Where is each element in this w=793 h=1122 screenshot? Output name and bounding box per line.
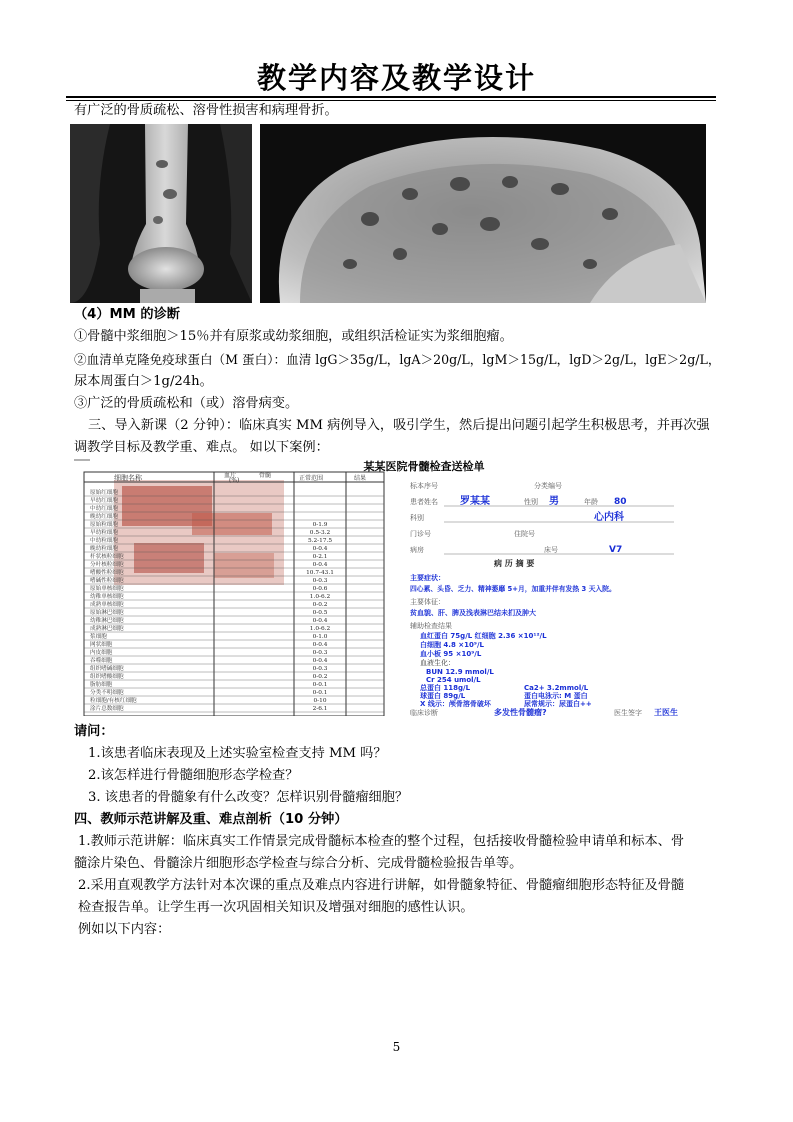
- section4-p2b: 检查报告单。让学生再一次巩固相关知识及增强对细胞的感性认识。: [78, 900, 474, 915]
- range-value: 0-1.9: [312, 522, 328, 528]
- cell-row-label: 嗜酸性粒细胞: [90, 570, 124, 576]
- range-value: 0-0.3: [312, 666, 328, 672]
- cell-row-label: 晚幼红细胞: [90, 514, 118, 520]
- cell-row-label: 早幼红细胞: [90, 498, 118, 504]
- label-age: 年龄: [584, 498, 598, 506]
- range-value: 1.0-6.2: [309, 626, 331, 632]
- label-bed: 床号: [544, 546, 558, 554]
- hw-hb: 血红蛋白 75g/L 红细胞 2.36 ×10¹²/L: [420, 632, 547, 640]
- diagnosis-item-2b: 尿本周蛋白＞1g/24h。: [74, 374, 213, 389]
- question-1: 1.该患者临床表现及上述实验室检查支持 MM 吗？: [88, 746, 387, 761]
- cell-row-label: 原始单核细胞: [90, 586, 124, 592]
- th-percent: (%): [229, 477, 240, 484]
- cell-row-label: 浆细胞: [90, 634, 107, 640]
- label-signs: 主要体征：: [410, 598, 445, 606]
- cell-row-label: 杆状核粒细胞: [90, 554, 124, 560]
- range-value: 0-0.1: [312, 690, 328, 696]
- range-value: 0-0.4: [312, 642, 328, 648]
- range-value: 0-0.2: [312, 674, 328, 680]
- range-value: 0-0.4: [312, 546, 328, 552]
- hw-signs: 贫血貌、肝、脾及浅表淋巴结未扪及肿大: [410, 609, 536, 617]
- label-ward: 病房: [410, 546, 424, 554]
- range-value: 0-1.0: [312, 634, 328, 640]
- range-value: 0-0.4: [312, 562, 328, 568]
- cell-row-label: 分类不明细胞: [90, 690, 124, 696]
- cell-row-label: 中幼红细胞: [90, 506, 118, 512]
- label-history: 病 历 摘 要: [494, 558, 535, 568]
- hw-urine: 尿常规示：尿蛋白++: [524, 700, 592, 708]
- section3-line2: 调教学目标及教学重、难点。 如以下案例：: [74, 440, 329, 455]
- hw-bun: BUN 12.9 mmol/L: [426, 668, 494, 676]
- cell-row-label: 组织嗜酸细胞: [90, 674, 124, 680]
- cell-row-label: 幼稚单核细胞: [90, 594, 124, 600]
- section4-p2a: 2.采用直观教学方法针对本次课的重点及难点内容进行讲解，如骨髓象特征、骨髓瘤细胞形态特征及骨髓: [78, 878, 685, 893]
- hw-biochem: 血液生化：: [420, 659, 455, 667]
- label-dept: 科别: [410, 514, 424, 522]
- th-blood: 血片: [224, 472, 237, 479]
- diagnosis-item-1: ①骨髓中浆细胞＞15％并有原浆或幼浆细胞，或组织活检证实为浆细胞瘤。: [74, 329, 513, 344]
- range-value: 0-0.5: [312, 610, 328, 616]
- leg-xray-drawing: [70, 124, 252, 303]
- diagnosis-heading: （4）MM 的诊断: [74, 307, 180, 322]
- hw-bed: V7: [609, 545, 623, 555]
- label-chief: 主要症状：: [410, 574, 445, 582]
- range-value: 0.5-3.2: [309, 530, 331, 536]
- cell-row-label: 幼稚淋巴细胞: [90, 618, 124, 624]
- range-value: 5.2-17.5: [307, 538, 333, 544]
- range-value: 0-2.1: [312, 554, 328, 560]
- cell-row-label: 脂肪细胞: [90, 682, 113, 688]
- leg-xray-image: [70, 124, 252, 303]
- bone-marrow-report: [74, 458, 710, 716]
- cell-row-label: 原始淋巴细胞: [90, 610, 124, 616]
- hw-plt: 血小板 95 ×10⁹/L: [420, 650, 482, 658]
- cell-row-label: 嗜碱性粒细胞: [90, 578, 124, 584]
- diagnosis-item-2a: ②血清单克隆免疫球蛋白（M 蛋白）：血清 lgG＞35g/L，lgA＞20g/L，lgM＞15g/L，lgD＞2g/L，lgE＞2g/L，: [74, 352, 721, 367]
- hw-name: 罗某某: [460, 496, 490, 507]
- range-value: 10.7-43.1: [306, 570, 334, 576]
- cell-row-label: 网状细胞: [90, 642, 113, 648]
- hw-dx: 多发性骨髓瘤?: [494, 708, 547, 716]
- hw-gender: 男: [549, 496, 559, 507]
- section4-heading: 四、教师示范讲解及重、难点剖析（10 分钟）: [74, 812, 348, 827]
- cell-row-label: 原始红细胞: [90, 490, 118, 496]
- cell-row-label: 涂片总数细胞: [90, 706, 124, 712]
- range-value: 0-0.3: [312, 650, 328, 656]
- cell-row-label: 晚幼粒细胞: [90, 546, 118, 552]
- hw-age: 80: [614, 497, 627, 507]
- range-value: 0-10: [313, 698, 327, 704]
- th-range: 正常范围: [299, 475, 324, 482]
- hw-ca: Ca2+ 3.2mmol/L: [524, 684, 589, 692]
- hw-xray: X 线示：颅骨溶骨破坏: [420, 700, 491, 708]
- cell-row-label: 吞噬细胞: [90, 658, 113, 664]
- cell-row-label: 早幼粒细胞: [90, 530, 118, 536]
- label-number: 标本序号: [410, 482, 438, 490]
- th-result: 结果: [354, 475, 367, 482]
- request-form: [410, 481, 678, 716]
- cell-row-label: 成熟单核细胞: [90, 602, 124, 608]
- th-marrow: 骨髓: [259, 472, 272, 479]
- cell-row-label: 分叶核粒细胞: [90, 562, 124, 568]
- questions-heading: 请问：: [74, 724, 114, 739]
- range-value: 1.0-6.2: [309, 594, 331, 600]
- cell-row-label: 中幼粒细胞: [90, 538, 118, 544]
- cell-row-label: 组织嗜碱细胞: [90, 666, 124, 672]
- range-value: 0-0.3: [312, 578, 328, 584]
- range-value: 0-0.2: [312, 602, 328, 608]
- hw-tp: 总蛋白 118g/L: [420, 684, 471, 692]
- question-2: 2.该怎样进行骨髓细胞形态学检查？: [88, 768, 299, 783]
- range-value: 0-0.4: [312, 618, 328, 624]
- cell-row-label: 粒细胞/有核红细胞: [90, 698, 137, 704]
- cell-row-label: 原始粒细胞: [90, 522, 118, 528]
- cell-row-label: 成熟淋巴细胞: [90, 626, 124, 632]
- label-name: 患者姓名: [410, 498, 438, 506]
- question-3: 3. 该患者的骨髓象有什么改变？怎样识别骨髓瘤细胞？: [88, 790, 409, 805]
- hw-wbc: 白细胞 4.8 ×10⁹/L: [420, 641, 484, 649]
- hw-spe: 蛋白电泳示: M 蛋白: [524, 692, 588, 700]
- section3-line1: 三、导入新课（2 分钟）：临床真实 MM 病例导入，吸引学生，然后提出问题引起学生积极思考，并再次强: [88, 418, 710, 433]
- page-title: 教学内容及教学设计: [256, 61, 536, 95]
- page-number: 5: [392, 1040, 401, 1054]
- label-diagnosis: 临床诊断: [410, 709, 438, 716]
- label-lab: 辅助检查结果: [410, 622, 452, 630]
- skull-xray-image: [260, 124, 706, 303]
- report-title: 某某医院骨髓检查送检单: [363, 460, 485, 473]
- hw-cr: Cr 254 umol/L: [426, 676, 481, 684]
- range-value: 0-0.4: [312, 658, 328, 664]
- hw-chief: 四心累、头昏、乏力、精神萎靡 5+月，加重并伴有发热 3 天入院。: [410, 585, 616, 593]
- range-value: 0-0.6: [312, 586, 328, 592]
- label-admission: 住院号: [514, 530, 535, 538]
- skull-xray-drawing: [260, 124, 706, 303]
- hw-dept: 心内科: [594, 512, 624, 523]
- label-doctor: 医生签字: [614, 709, 642, 716]
- hw-doctor: 王医生: [654, 708, 678, 716]
- th-cell-name: 细胞名称: [114, 474, 142, 482]
- report-drawing: [74, 458, 710, 716]
- section4-p1b: 髓涂片染色、骨髓涂片细胞形态学检查与综合分析、完成骨髓检验报告单等。: [74, 856, 523, 871]
- section4-p3: 例如以下内容：: [78, 922, 171, 937]
- intro-line: 有广泛的骨质疏松、溶骨性损害和病理骨折。: [74, 103, 338, 118]
- cell-row-label: 内皮细胞: [90, 650, 113, 656]
- label-gender: 性别: [524, 498, 538, 506]
- range-value: 0-0.1: [312, 682, 328, 688]
- title-rule: [66, 96, 716, 98]
- diagnosis-item-3: ③广泛的骨质疏松和（或）溶骨病变。: [74, 396, 299, 411]
- range-value: 2-6.1: [312, 706, 328, 712]
- label-clinic: 门诊号: [410, 530, 431, 538]
- label-sample-no: 分类编号: [534, 482, 562, 490]
- section4-p1a: 1.教师示范讲解：临床真实工作情景完成骨髓标本检查的整个过程，包括接收骨髓检验申请单和标本、骨: [78, 834, 685, 849]
- hw-glb: 球蛋白 89g/L: [420, 692, 466, 700]
